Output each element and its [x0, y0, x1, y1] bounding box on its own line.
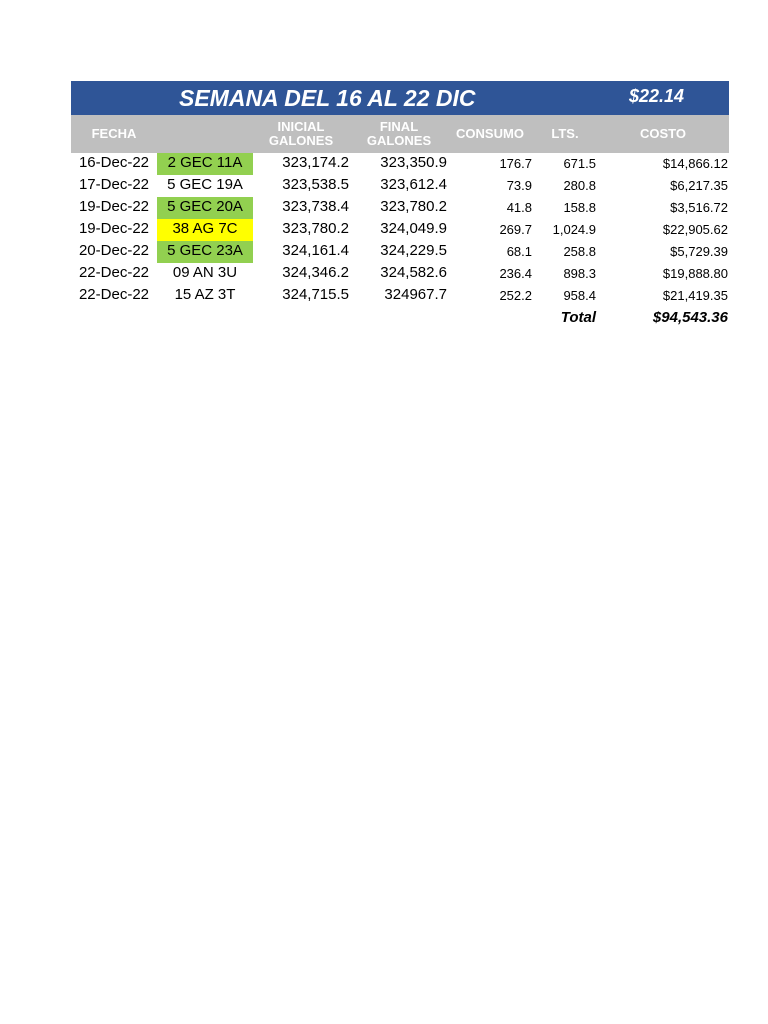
cell-inicial: 323,538.5	[282, 176, 349, 193]
header-consumo	[449, 115, 531, 153]
cell-unidad: 5 GEC 20A	[157, 197, 253, 219]
cell-lts: 671.5	[563, 156, 596, 171]
header-inicial-line2: GALONES	[268, 133, 334, 148]
cell-lts: 958.4	[563, 288, 596, 303]
title-bar	[71, 81, 729, 115]
cell-consumo: 236.4	[499, 266, 532, 281]
table-row	[71, 197, 729, 219]
cell-consumo: 68.1	[506, 244, 532, 259]
table-body	[71, 153, 729, 307]
header-lts-label: LTS.	[551, 126, 579, 141]
cell-inicial: 323,174.2	[282, 154, 349, 171]
table-row	[71, 175, 729, 197]
table-row	[71, 219, 729, 241]
cell-consumo: 252.2	[499, 288, 532, 303]
cell-lts: 280.8	[563, 178, 596, 193]
cell-final: 324967.7	[384, 286, 447, 303]
cell-lts: 1,024.9	[552, 222, 596, 237]
cell-inicial: 324,161.4	[282, 242, 349, 259]
header-fecha	[71, 115, 157, 153]
header-final-line1: FINAL	[379, 119, 419, 134]
cell-lts: 898.3	[563, 266, 596, 281]
cell-unidad: 5 GEC 19A	[167, 176, 243, 193]
header-consumo-label: CONSUMO	[456, 126, 524, 141]
header-fecha-label: FECHA	[91, 126, 137, 141]
unit-price: $22.14	[629, 86, 685, 106]
cell-fecha: 19-Dec-22	[78, 220, 150, 237]
cell-fecha: 17-Dec-22	[78, 176, 150, 193]
cell-consumo: 176.7	[499, 156, 532, 171]
cell-fecha: 22-Dec-22	[78, 286, 150, 303]
header-lts	[531, 115, 599, 153]
cell-unidad: 2 GEC 11A	[157, 153, 253, 175]
cell-costo: $3,516.72	[670, 200, 728, 215]
cell-final: 324,582.6	[380, 264, 447, 281]
cell-lts: 158.8	[563, 200, 596, 215]
cell-final: 324,229.5	[380, 242, 447, 259]
cell-costo: $14,866.12	[662, 156, 728, 171]
cell-inicial: 324,346.2	[282, 264, 349, 281]
header-final-line2: GALONES	[366, 133, 432, 148]
cell-consumo: 269.7	[499, 222, 532, 237]
cell-consumo: 73.9	[506, 178, 532, 193]
header-final-galones	[349, 115, 449, 153]
cell-final: 323,350.9	[380, 154, 447, 171]
cell-fecha: 20-Dec-22	[78, 242, 150, 259]
table-row	[71, 263, 729, 285]
cell-fecha: 22-Dec-22	[78, 264, 150, 281]
total-label: Total	[560, 309, 596, 326]
cell-costo: $22,905.62	[662, 222, 728, 237]
header-inicial-line1: INICIAL	[277, 119, 325, 134]
cell-costo: $21,419.35	[662, 288, 728, 303]
cell-final: 323,612.4	[380, 176, 447, 193]
cell-inicial: 324,715.5	[282, 286, 349, 303]
cell-fecha: 16-Dec-22	[78, 154, 150, 171]
table-row	[71, 153, 729, 175]
cell-consumo: 41.8	[506, 200, 532, 215]
fuel-report-sheet	[71, 81, 729, 329]
cell-lts: 258.8	[563, 244, 596, 259]
cell-fecha: 19-Dec-22	[78, 198, 150, 215]
cell-costo: $5,729.39	[670, 244, 728, 259]
header-inicial-galones	[253, 115, 349, 153]
total-value: $94,543.36	[652, 309, 728, 326]
cell-unidad: 5 GEC 23A	[157, 241, 253, 263]
cell-unidad: 15 AZ 3T	[174, 286, 236, 303]
table-row	[71, 285, 729, 307]
total-row	[71, 307, 729, 329]
cell-costo: $6,217.35	[670, 178, 728, 193]
cell-final: 324,049.9	[380, 220, 447, 237]
header-costo-label: COSTO	[640, 126, 686, 141]
cell-final: 323,780.2	[380, 198, 447, 215]
table-row	[71, 241, 729, 263]
column-header-row	[71, 115, 729, 153]
cell-inicial: 323,780.2	[282, 220, 349, 237]
cell-unidad: 09 AN 3U	[172, 264, 238, 281]
report-title: SEMANA DEL 16 AL 22 DIC	[179, 85, 476, 111]
cell-costo: $19,888.80	[662, 266, 728, 281]
cell-inicial: 323,738.4	[282, 198, 349, 215]
cell-unidad: 38 AG 7C	[157, 219, 253, 241]
header-costo	[599, 115, 727, 153]
